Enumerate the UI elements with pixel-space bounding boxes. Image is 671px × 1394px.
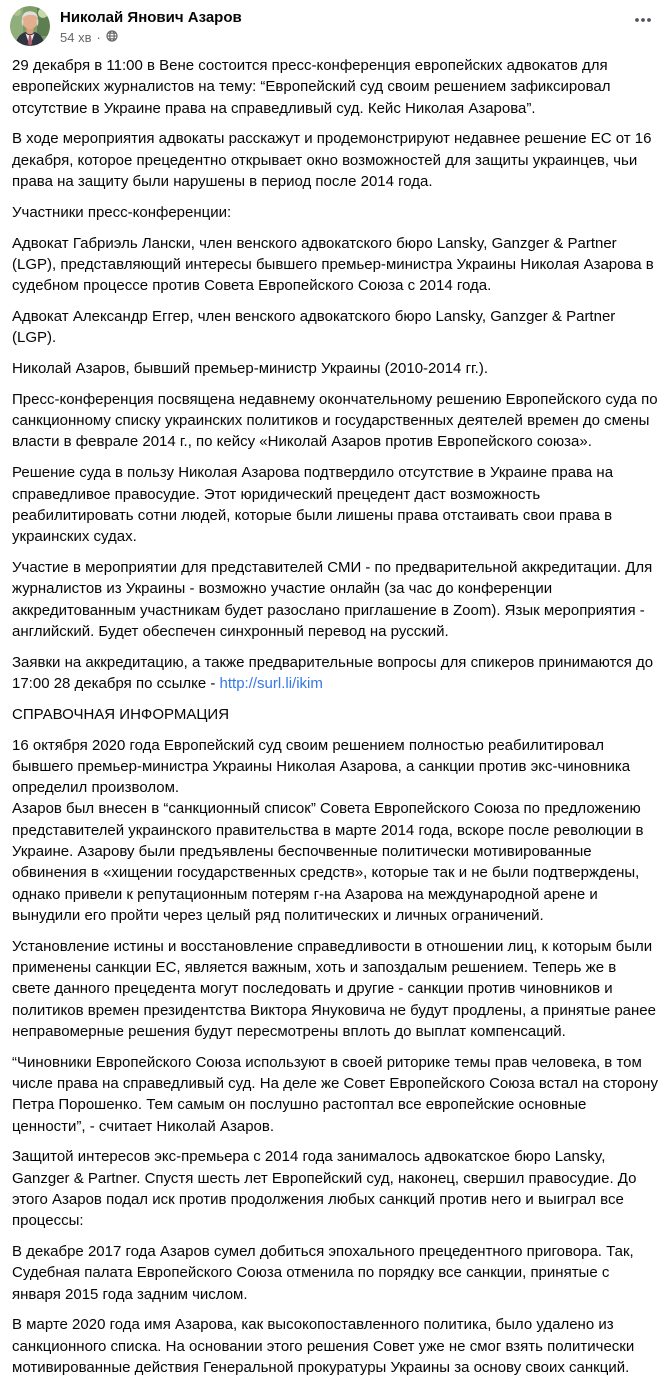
post-paragraph (12, 704, 658, 725)
post-paragraph (12, 936, 658, 1042)
paragraph-text: Николай Азаров, бывший премьер-министр Украины (2010-2014 гг.). (12, 360, 489, 378)
paragraph-text: Заявки на аккредитацию, а также предварительные вопросы для спикеров принимаются до 17:00 28 декабря по ссылке - (12, 653, 654, 692)
three-dots-icon (633, 10, 653, 35)
post-paragraph (12, 1052, 658, 1137)
post-paragraph (12, 389, 658, 453)
post-paragraph (12, 1241, 658, 1305)
paragraph-text: Азаров был внесен в “санкционный список” Совета Европейского Союза по предложению представителей украинского правительства в марте 2014 года, вскоре после революции в Украине. Азарову были предъявлены беспочвенные политически мотивированные обвинения в «хищении государственных средств», которые так и не были подтверждены, однако привели к репутационным потерям г-на Азарова на международной арене и вынудили его пройти через целый ряд политических и личных ограничений. (12, 800, 644, 924)
post-paragraph (12, 55, 658, 119)
post-paragraph (12, 462, 658, 547)
paragraph-text: Адвокат Габриэль Лански, член венского адвокатского бюро Lansky, Ganzger & Partner (LGP), представляющий интересы бывшего премьер-министра Украины Николая Азарова в судебном процессе против Совета Европейского Союза с 2014 года. (12, 234, 654, 295)
paragraph-text: Пресс-конференция посвящена недавнему окончательному решению Европейского суда по санкционному списку украинских политиков и государственных деятелей времен до смены власти в феврале 2014 г., по кейсу «Николай Азаров против Европейского союза». (12, 390, 658, 451)
paragraph-text: Участие в мероприятии для представителей СМИ - по предварительной аккредитации. Для журналистов из Украины - возможно участие онлайн (за час до конференции аккредитованным участникам будет разослано приглашение в Zoom). Язык мероприятия - английский. Будет обеспечен синхронный перевод на русский. (12, 558, 653, 640)
paragraph-text: В декабре 2017 года Азаров сумел добиться эпохального прецедентного приговора. Так, Судебная палата Европейского Союза отменила по порядку все санкции, принятые с января 2015 года задним числом. (12, 1243, 634, 1303)
globe-icon (106, 30, 118, 46)
post-header (0, 0, 671, 46)
paragraph-text: Защитой интересов экс-премьера с 2014 года занималось адвокатское бюро Lansky, Ganzger & Partner. Спустя шесть лет Европейский суд, наконец, свершил правосудие. До этого Азаров подал иск против продолжения любых санкций против него и выиграл все процессы: (12, 1148, 637, 1230)
paragraph-text: “Чиновники Европейского Союза используют в своей риторике темы прав человека, в том числе права на справедливый суд. На деле же Совет Европейского Союза встал на сторону Петра Порошенко. Тем самым он послушно растоптал все европейские основные ценности”, - считает Николай Азаров. (12, 1053, 658, 1135)
paragraph-text: В ходе мероприятия адвокаты расскажут и продемонстрируют недавнее решение ЕС от 16 декабря, которое прецедентно открывает окно возможностей для защиты украинцев, чьи права на защиту были нарушены в период после 2014 года. (12, 130, 652, 190)
profile-picture[interactable] (10, 6, 50, 46)
paragraph-text: Участники пресс-конференции: (12, 203, 232, 221)
avatar (10, 33, 50, 46)
paragraph-text: Решение суда в пользу Николая Азарова подтвердило отсутствие в Украине права на справедливое правосудие. Этот юридический прецедент даст возможность реабилитировать сотни людей, которые были лишены права отстаивать свои права в украинских судах. (12, 464, 614, 546)
paragraph-text: В марте 2020 года имя Азарова, как высокопоставленного политика, было удалено из санкционного списка. На основании этого решения Совет уже не смог взять политически мотивированные действия Генеральной прокуратуры Украины за основу своих санкций. (12, 1316, 635, 1377)
post-paragraph (12, 735, 658, 927)
post-paragraph (12, 557, 658, 642)
post-link[interactable]: http://surl.li/ikim (219, 674, 323, 692)
author-name[interactable]: Николай Янович Азаров (60, 9, 242, 26)
paragraph-text: 16 октября 2020 года Европейский суд своим решением полностью реабилитировал бывшего премьер-министра Украины Николая Азарова, а санкции против экс-чиновника определил произволом. (12, 736, 631, 797)
post-paragraph (12, 358, 658, 379)
post-timestamp[interactable]: 54 хв (60, 29, 92, 45)
paragraph-text: Установление истины и восстановление справедливости в отношении лиц, к которым были применены санкции ЕС, является важным, хоть и запоздалым решением. Теперь же в свете данного прецедента могут последовать и другие - санкции против чиновников и политиков времен президентства Виктора Януковича не будут продлены, а принятые ранее неправомерные решения будут пересмотрены вплоть до выплат компенсаций. (12, 937, 656, 1040)
paragraph-text: Адвокат Александр Еггер, член венского адвокатского бюро Lansky, Ganzger & Partner (LGP). (12, 307, 616, 347)
more-options-button[interactable] (628, 11, 658, 33)
paragraph-text: СПРАВОЧНАЯ ИНФОРМАЦИЯ (12, 705, 230, 723)
post-paragraph (12, 1314, 658, 1378)
post-paragraph (12, 128, 658, 192)
post-paragraph (12, 1146, 658, 1231)
meta-separator: · (96, 29, 101, 45)
post-paragraph (12, 202, 658, 223)
post-paragraph (12, 233, 658, 297)
header-info (60, 6, 242, 46)
post-text (0, 46, 671, 1394)
post-meta[interactable] (60, 29, 242, 46)
post-paragraph (12, 306, 658, 349)
post-paragraph (12, 652, 658, 695)
paragraph-text: 29 декабря в 11:00 в Вене состоится пресс-конференция европейских адвокатов для европейских журналистов на тему: “Европейский суд своим решением зафиксировал отсутствие в Украине права на справедливый суд. Кейс Николая Азарова”. (12, 57, 611, 117)
